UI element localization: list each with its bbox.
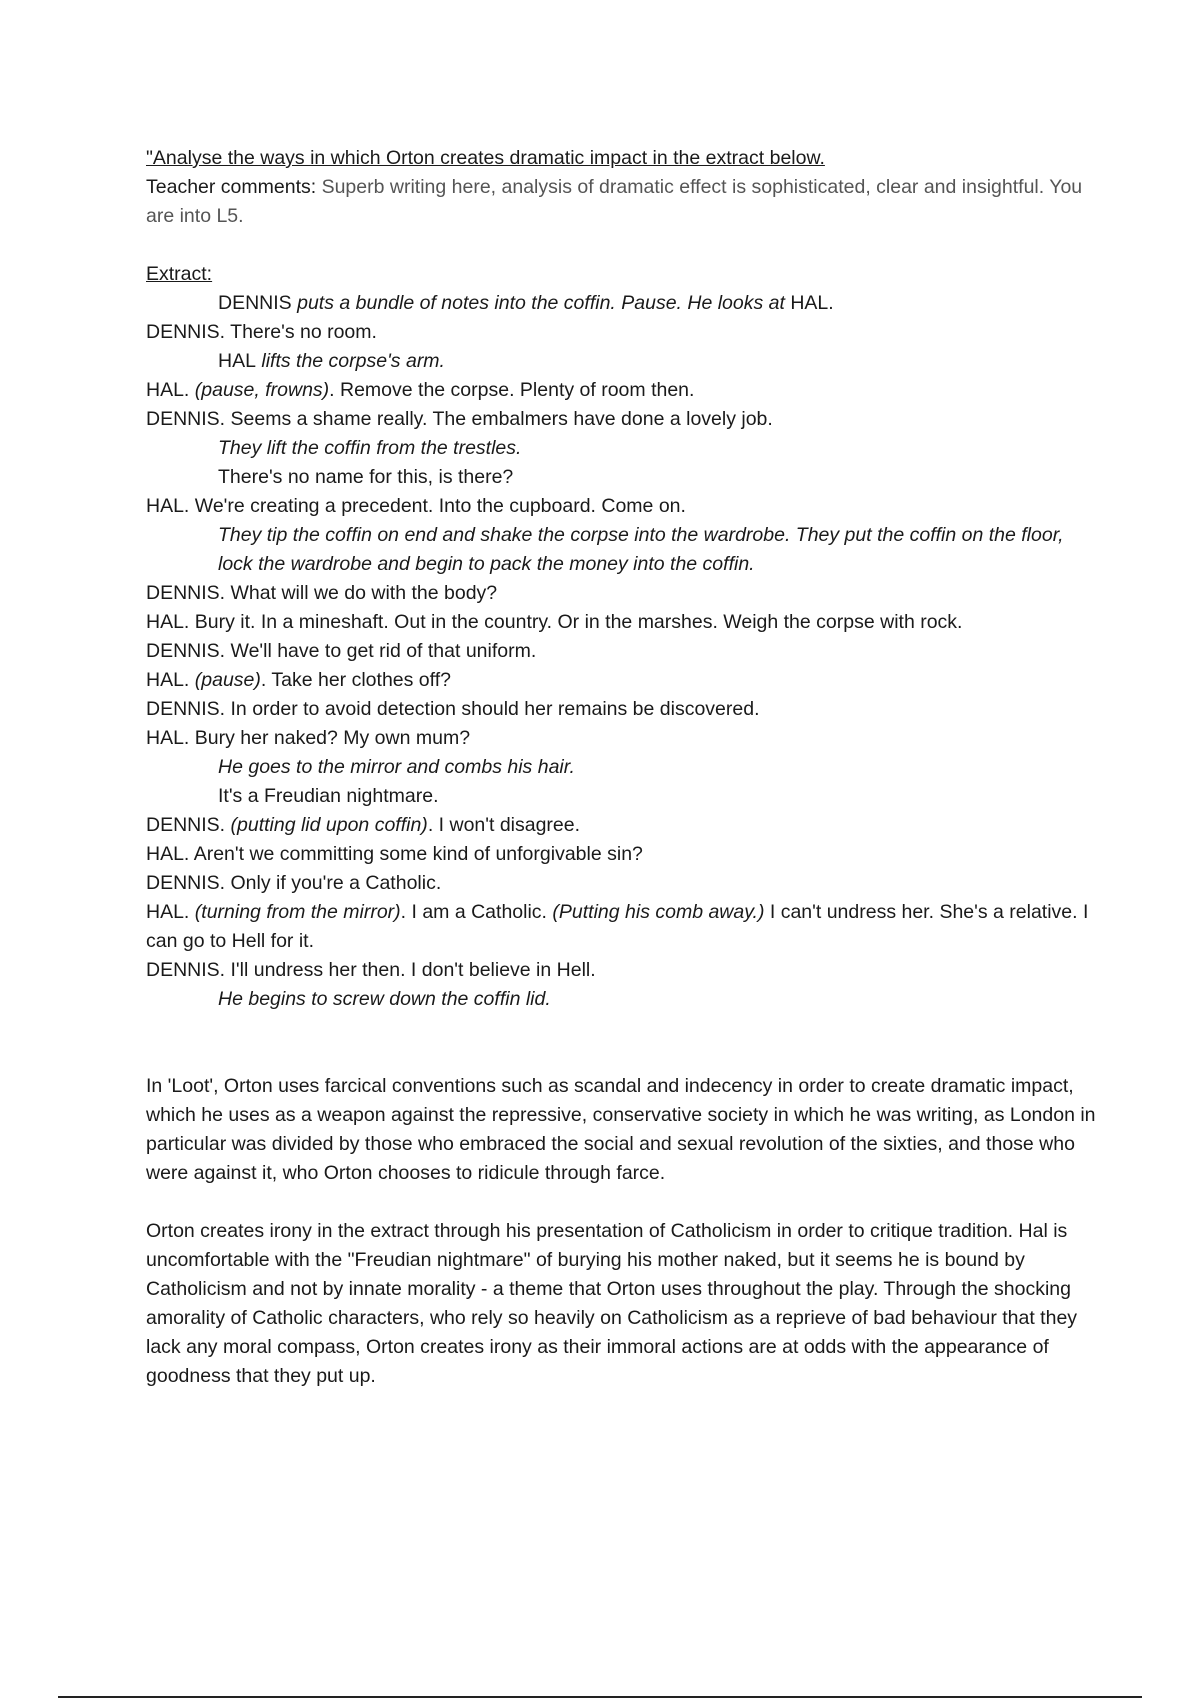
stage-direction: They tip the coffin on end and shake the corpse into the wardrobe. They put the coffin on the floor, lock the wardrobe and begin to pack the money into the coffin. xyxy=(218,524,1064,575)
document-page xyxy=(146,144,1096,1420)
dialogue-line: DENNIS. What will we do with the body? xyxy=(146,582,498,604)
dialogue-line: DENNIS. Only if you're a Catholic. xyxy=(146,872,442,894)
dialogue-line: DENNIS. Seems a shame really. The embalmers have done a lovely job. xyxy=(146,408,773,430)
dialogue-line: DENNIS. I'll undress her then. I don't believe in Hell. xyxy=(146,959,596,981)
teacher-comments-label: Teacher comments: xyxy=(146,176,322,198)
dialogue-line: HAL. (pause). Take her clothes off? xyxy=(146,669,451,691)
dialogue-continuation: There's no name for this, is there? xyxy=(218,466,514,488)
dialogue-line: HAL. We're creating a precedent. Into the cupboard. Come on. xyxy=(146,495,686,517)
script-extract xyxy=(146,289,1096,1014)
stage-direction: He begins to screw down the coffin lid. xyxy=(218,988,551,1010)
stage-direction: He goes to the mirror and combs his hair. xyxy=(218,756,575,778)
dialogue-continuation: It's a Freudian nightmare. xyxy=(218,785,439,807)
teacher-comments xyxy=(146,173,1096,231)
essay-paragraph: In 'Loot', Orton uses farcical conventions such as scandal and indecency in order to create dramatic impact, which he uses as a weapon against the repressive, conservative society in which he was writing, as London in particular was divided by those who embraced the social and sexual revolution of the sixties, and those who were against it, who Orton chooses to ridicule through farce. xyxy=(146,1075,1096,1184)
stage-direction: They lift the coffin from the trestles. xyxy=(218,437,522,459)
essay-question: "Analyse the ways in which Orton creates dramatic impact in the extract below. xyxy=(146,147,825,169)
essay-paragraph: Orton creates irony in the extract through his presentation of Catholicism in order to critique tradition. Hal is uncomfortable with the "Freudian nightmare" of burying his mother naked, but it seems he is bound by Catholicism and not by innate morality - a theme that Orton uses throughout the play. Through the shocking amorality of Catholic characters, who rely so heavily on Catholicism as a reprieve of bad behaviour that they lack any moral compass, Orton creates irony as their immoral actions are at odds with the appearance of goodness that they put up. xyxy=(146,1220,1078,1387)
footer-divider xyxy=(58,1696,1142,1698)
dialogue-line: DENNIS. We'll have to get rid of that uniform. xyxy=(146,640,537,662)
dialogue-line: DENNIS. In order to avoid detection should her remains be discovered. xyxy=(146,698,760,720)
essay-body xyxy=(146,1072,1096,1391)
dialogue-line: HAL. Bury her naked? My own mum? xyxy=(146,727,471,749)
dialogue-line: HAL. Bury it. In a mineshaft. Out in the country. Or in the marshes. Weigh the corpse with rock. xyxy=(146,611,963,633)
stage-direction: DENNIS puts a bundle of notes into the coffin. Pause. He looks at HAL. xyxy=(218,292,834,314)
extract-heading: Extract: xyxy=(146,263,213,285)
dialogue-line: HAL. (turning from the mirror). I am a Catholic. (Putting his comb away.) I can't undress her. She's a relative. I can go to Hell for it. xyxy=(146,901,1089,952)
teacher-comments-text: Superb writing here, analysis of dramatic effect is sophisticated, clear and insightful. You are into L5. xyxy=(146,176,1083,227)
stage-direction: HAL lifts the corpse's arm. xyxy=(218,350,445,372)
dialogue-line: DENNIS. There's no room. xyxy=(146,321,377,343)
dialogue-line: HAL. (pause, frowns). Remove the corpse. Plenty of room then. xyxy=(146,379,695,401)
dialogue-line: DENNIS. (putting lid upon coffin). I won't disagree. xyxy=(146,814,581,836)
dialogue-line: HAL. Aren't we committing some kind of unforgivable sin? xyxy=(146,843,643,865)
